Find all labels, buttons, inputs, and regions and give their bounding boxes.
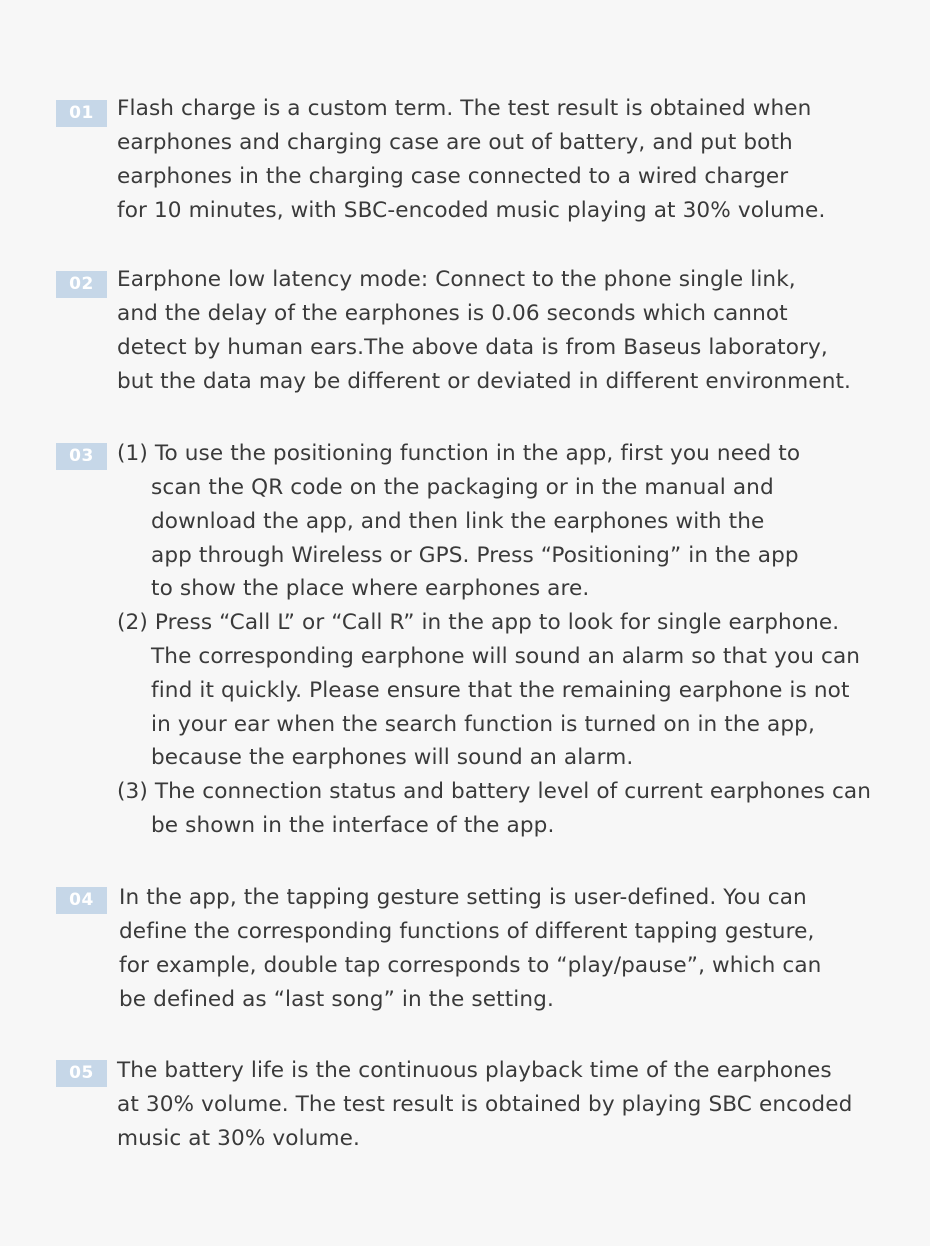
note-badge: 02	[56, 271, 107, 298]
note-line: and the delay of the earphones is 0.06 seconds which cannot	[117, 301, 788, 326]
note-line: be shown in the interface of the app.	[151, 813, 555, 838]
note-line: earphones and charging case are out of battery, and put both	[117, 130, 793, 155]
note-line: scan the QR code on the packaging or in the manual and	[151, 475, 774, 500]
note-badge: 01	[56, 100, 107, 127]
note-badge: 03	[56, 443, 107, 470]
note-line: Earphone low latency mode: Connect to the phone single link,	[117, 267, 796, 292]
note-line: because the earphones will sound an alarm.	[151, 745, 634, 770]
note-line: In the app, the tapping gesture setting is user-defined. You can	[119, 885, 807, 910]
note-line: music at 30% volume.	[117, 1126, 360, 1151]
note-line: (2) Press “Call L” or “Call R” in the app to look for single earphone.	[117, 610, 840, 635]
note-line: (1) To use the positioning function in the app, first you need to	[117, 441, 801, 466]
note-line: (3) The connection status and battery level of current earphones can	[117, 779, 872, 804]
note-line: The battery life is the continuous playback time of the earphones	[117, 1058, 832, 1083]
note-line: define the corresponding functions of different tapping gesture,	[119, 919, 815, 944]
note-line: be defined as “last song” in the setting.	[119, 987, 554, 1012]
note-line: at 30% volume. The test result is obtained by playing SBC encoded	[117, 1092, 853, 1117]
note-line: in your ear when the search function is turned on in the app,	[151, 712, 815, 737]
note-line: Flash charge is a custom term. The test result is obtained when	[117, 96, 812, 121]
note-badge: 04	[56, 887, 107, 914]
note-line: app through Wireless or GPS. Press “Positioning” in the app	[151, 543, 799, 568]
note-line: download the app, and then link the earphones with the	[151, 509, 765, 534]
note-line: to show the place where earphones are.	[151, 576, 590, 601]
note-line: for 10 minutes, with SBC-encoded music playing at 30% volume.	[117, 198, 826, 223]
note-line: detect by human ears.The above data is from Baseus laboratory,	[117, 335, 828, 360]
note-line: for example, double tap corresponds to “play/pause”, which can	[119, 953, 822, 978]
note-line: earphones in the charging case connected to a wired charger	[117, 164, 789, 189]
note-line: The corresponding earphone will sound an alarm so that you can	[151, 644, 861, 669]
note-line: find it quickly. Please ensure that the remaining earphone is not	[151, 678, 850, 703]
note-badge: 05	[56, 1060, 107, 1087]
note-line: but the data may be different or deviated in different environment.	[117, 369, 852, 394]
